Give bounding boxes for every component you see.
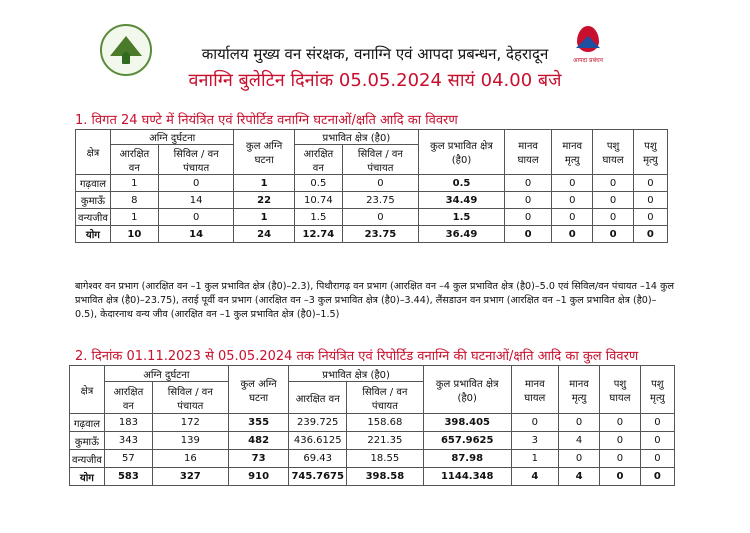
- section1-title: 1. विगत 24 घण्टे में नियंत्रित एवं रिपोर्टिड वनाग्नि घटनाओं/क्षति आदि का विवरण: [75, 113, 458, 128]
- col-animal-death: पशु मृत्यु: [640, 366, 674, 414]
- col-reserved: आरक्षित वन: [110, 145, 158, 175]
- cell-ad: 0: [633, 192, 667, 209]
- cell-ar: 1.5: [294, 209, 342, 226]
- cell-ar: 12.74: [294, 226, 342, 243]
- cell-ai: 0: [593, 175, 634, 192]
- cell-ac: 18.55: [346, 450, 423, 468]
- cell-ai: 0: [593, 192, 634, 209]
- table-row: [70, 414, 675, 432]
- cell-r: 183: [104, 414, 152, 432]
- cell-hd: 0: [552, 226, 593, 243]
- cell-c: 172: [152, 414, 228, 432]
- col-civil: सिविल / वन पंचायत: [158, 145, 234, 175]
- col-total-incidents: कुल अग्नि घटना: [228, 366, 289, 414]
- cell-ta: 36.49: [418, 226, 504, 243]
- col-civil: सिविल / वन पंचायत: [152, 382, 228, 414]
- cell-ar: 745.7675: [289, 468, 347, 486]
- col-aff-civil: सिविल / वन पंचायत: [346, 382, 423, 414]
- cell-r: 1: [110, 209, 158, 226]
- disaster-management-logo: आपदा प्रबंधन: [566, 22, 610, 66]
- col-animal-injured: पशु घायल: [593, 130, 634, 175]
- cell-region: गढ़वाल: [70, 414, 105, 432]
- cell-hi: 0: [505, 226, 552, 243]
- cell-t: 355: [228, 414, 289, 432]
- cell-ai: 0: [600, 450, 641, 468]
- cell-ta: 1144.348: [423, 468, 511, 486]
- cell-hd: 0: [558, 450, 599, 468]
- col-affected: प्रभावित क्षेत्र (है0): [289, 366, 423, 382]
- cell-ad: 0: [640, 414, 674, 432]
- section2-title: 2. दिनांक 01.11.2023 से 05.05.2024 तक नियंत्रित एवं रिपोर्टिड वनाग्नि की घटनाओं/क्षति आदि का कुल विवरण: [75, 349, 639, 364]
- cell-ai: 0: [593, 226, 634, 243]
- col-aff-reserved: आरक्षित वन: [289, 382, 347, 414]
- cell-ta: 398.405: [423, 414, 511, 432]
- office-title: कार्यालय मुख्य वन संरक्षक, वनाग्नि एवं आपदा प्रबन्धन, देहरादून: [201, 45, 549, 63]
- cell-hd: 0: [558, 414, 599, 432]
- cell-hi: 3: [511, 432, 558, 450]
- cell-c: 327: [152, 468, 228, 486]
- cell-ai: 0: [600, 414, 641, 432]
- cell-t: 73: [228, 450, 289, 468]
- col-total-incidents: कुल अग्नि घटना: [234, 130, 294, 175]
- cell-ar: 69.43: [289, 450, 347, 468]
- cell-hi: 0: [511, 414, 558, 432]
- cell-ta: 1.5: [418, 209, 504, 226]
- cell-r: 8: [110, 192, 158, 209]
- col-incident: अग्नि दुर्घटना: [104, 366, 228, 382]
- cell-c: 16: [152, 450, 228, 468]
- cell-t: 24: [234, 226, 294, 243]
- col-aff-reserved: आरक्षित वन: [294, 145, 342, 175]
- cell-t: 482: [228, 432, 289, 450]
- col-human-injured: मानव घायल: [511, 366, 558, 414]
- cell-region: कुमाऊँ: [70, 432, 105, 450]
- cell-region: योग: [70, 468, 105, 486]
- cell-r: 1: [110, 175, 158, 192]
- cell-ar: 0.5: [294, 175, 342, 192]
- table-row: [70, 450, 675, 468]
- cell-hi: 0: [505, 175, 552, 192]
- cell-region: वन्यजीव: [70, 450, 105, 468]
- cell-hi: 4: [511, 468, 558, 486]
- cell-ar: 10.74: [294, 192, 342, 209]
- cell-ta: 657.9625: [423, 432, 511, 450]
- cell-ad: 0: [633, 175, 667, 192]
- cell-hd: 0: [552, 209, 593, 226]
- table-cumulative: [69, 365, 675, 486]
- cell-r: 583: [104, 468, 152, 486]
- cell-ac: 23.75: [342, 226, 418, 243]
- cell-c: 0: [158, 175, 234, 192]
- cell-c: 14: [158, 192, 234, 209]
- section1-note: बागेश्वर वन प्रभाग (आरक्षित वन –1 कुल प्रभावित क्षेत्र (है0)–2.3), पिथौरागढ़ वन प्रभाग (आरक्षित वन –4 कुल प्रभावित क्षेत्र (है0)–5.0 एवं सिविल/वन पंचायत –14 कुल प्रभावित क्षेत्र (है0)–23.75), तराई पूर्वी वन प्रभाग (आरक्षित वन –3 कुल प्रभावित क्षेत्र (है0)–3.44), लैंसडाउन वन प्रभाग (आरक्षित वन –1 कुल प्रभावित क्षेत्र (है0)–0.5), केदारनाथ वन्य जीव (आरक्षित वन –1 कुल प्रभावित क्षेत्र (है0)–1.5): [75, 281, 674, 320]
- col-reserved: आरक्षित वन: [104, 382, 152, 414]
- cell-t: 1: [234, 209, 294, 226]
- cell-hd: 4: [558, 432, 599, 450]
- cell-ac: 398.58: [346, 468, 423, 486]
- cell-ai: 0: [600, 432, 641, 450]
- cell-ad: 0: [633, 226, 667, 243]
- cell-ad: 0: [640, 468, 674, 486]
- col-human-injured: मानव घायल: [505, 130, 552, 175]
- cell-ac: 23.75: [342, 192, 418, 209]
- bulletin-title: वनाग्नि बुलेटिन दिनांक 05.05.2024 सायं 04.00 बजे: [188, 70, 562, 91]
- cell-hi: 0: [505, 209, 552, 226]
- cell-ta: 0.5: [418, 175, 504, 192]
- col-affected: प्रभावित क्षेत्र (है0): [294, 130, 418, 145]
- cell-c: 139: [152, 432, 228, 450]
- cell-t: 910: [228, 468, 289, 486]
- cell-t: 22: [234, 192, 294, 209]
- table-24h: [75, 129, 668, 243]
- col-total-affected: कुल प्रभावित क्षेत्र (है0): [418, 130, 504, 175]
- cell-region: योग: [76, 226, 111, 243]
- cell-ar: 239.725: [289, 414, 347, 432]
- cell-c: 0: [158, 209, 234, 226]
- cell-r: 57: [104, 450, 152, 468]
- cell-hd: 4: [558, 468, 599, 486]
- cell-hd: 0: [552, 192, 593, 209]
- cell-ar: 436.6125: [289, 432, 347, 450]
- cell-region: वन्यजीव: [76, 209, 111, 226]
- cell-hd: 0: [552, 175, 593, 192]
- table-row: [76, 192, 668, 209]
- cell-ad: 0: [640, 432, 674, 450]
- cell-ta: 87.98: [423, 450, 511, 468]
- cell-c: 14: [158, 226, 234, 243]
- col-animal-death: पशु मृत्यु: [633, 130, 667, 175]
- col-animal-injured: पशु घायल: [600, 366, 641, 414]
- col-human-death: मानव मृत्यु: [558, 366, 599, 414]
- table-row: [76, 175, 668, 192]
- cell-ai: 0: [593, 209, 634, 226]
- cell-ac: 158.68: [346, 414, 423, 432]
- col-aff-civil: सिविल / वन पंचायत: [342, 145, 418, 175]
- col-region: क्षेत्र: [76, 130, 111, 175]
- cell-t: 1: [234, 175, 294, 192]
- table-row: [76, 226, 668, 243]
- cell-r: 343: [104, 432, 152, 450]
- cell-ad: 0: [633, 209, 667, 226]
- cell-ac: 0: [342, 209, 418, 226]
- cell-ai: 0: [600, 468, 641, 486]
- col-region: क्षेत्र: [70, 366, 105, 414]
- cell-hi: 0: [505, 192, 552, 209]
- table-row: [70, 432, 675, 450]
- cell-region: गढ़वाल: [76, 175, 111, 192]
- cell-region: कुमाऊँ: [76, 192, 111, 209]
- col-incident: अग्नि दुर्घटना: [110, 130, 234, 145]
- col-human-death: मानव मृत्यु: [552, 130, 593, 175]
- table-row: [70, 468, 675, 486]
- cell-ac: 221.35: [346, 432, 423, 450]
- cell-ta: 34.49: [418, 192, 504, 209]
- col-total-affected: कुल प्रभावित क्षेत्र (है0): [423, 366, 511, 414]
- cell-hi: 1: [511, 450, 558, 468]
- table-row: [76, 209, 668, 226]
- cell-ac: 0: [342, 175, 418, 192]
- cell-ad: 0: [640, 450, 674, 468]
- cell-r: 10: [110, 226, 158, 243]
